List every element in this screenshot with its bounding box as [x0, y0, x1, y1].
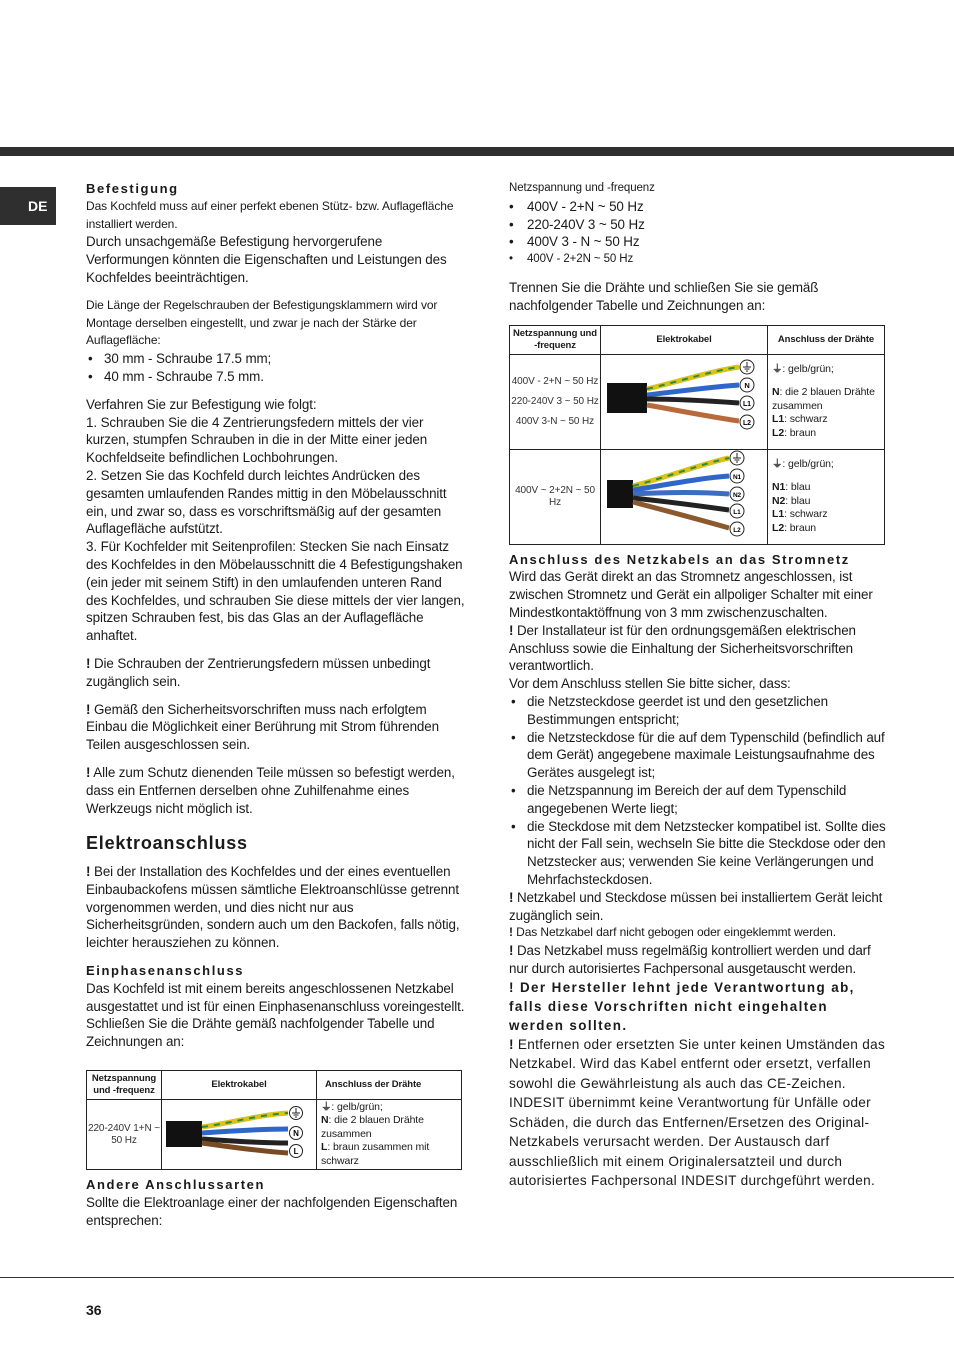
befestigung-text-3: Die Länge der Regelschrauben der Befestigungsklammern wird vor Montage derselben eingestellt, und zwar je nach der Stärke der Auflagefläche: [86, 297, 438, 348]
table-header: Anschluss der Drähte [317, 1071, 462, 1100]
connection-cell: ⏚: gelb/grün; N: die 2 blauen Drähte zusammen L1: schwarz L2: braun [768, 354, 885, 449]
cable-1phase-icon [162, 1103, 312, 1163]
connection-cell: ⏚: gelb/grün; N: die 2 blauen Drähte zusammen L: braun zusammen mit schwarz [317, 1100, 462, 1170]
befestigung-text-1: Das Kochfeld muss auf einer perfekt ebenen Stütz- bzw. Auflagefläche installiert werden. [86, 198, 454, 231]
befestigung-heading: Befestigung [86, 181, 179, 196]
warning-mark: ! [86, 655, 91, 671]
step-1: 1. Schrauben Sie die 4 Zentrierungsfedern mittels der vier kurzen, stumpfen Schrauben in die in der Mitte einer jeden Kochfeldseite befindlichen Lochbohrungen. [86, 414, 428, 466]
cable-drawing [601, 449, 768, 544]
language-tab: DE [0, 187, 56, 225]
connection-cell: ⏚: gelb/grün; N1: blau N2: blau L1: schwarz L2: braun [768, 449, 885, 544]
netz-label: Netzspannung und -frequenz [509, 182, 655, 194]
svg-text:L: L [293, 1146, 299, 1156]
list-item: • die Netzsteckdose geerdet ist und den gesetzlichen Bestimmungen entspricht; [509, 693, 887, 729]
screw-list [86, 350, 466, 386]
ground-icon: ⏚ [321, 1101, 332, 1114]
warning-mark: ! [86, 864, 91, 880]
vor-dem-text: Vor dem Anschluss stellen Sie bitte sicher, dass: [509, 676, 791, 692]
list-item: • die Steckdose mit dem Netzstecker kompatibel ist. Sollte dies nicht der Fall sein, wechseln Sie bitte die Steckdose oder den Netzstecker aus; verwenden Sie keine Verlängerungen und Mehrfachsteckdosen. [509, 818, 887, 889]
voltage-cell: 400V ~ 2+2N ~ 50 Hz [510, 449, 601, 544]
table-header: Elektrokabel [601, 325, 768, 354]
header-bar [0, 147, 954, 156]
warning-3: ! Alle zum Schutz dienenden Teile müssen so befestigt werden, dass ein Entfernen derselben ohne Zuhilfenahme eines Werkzeugs nicht möglich ist. [86, 764, 455, 816]
table-header: Elektrokabel [162, 1071, 317, 1100]
right-column [509, 180, 887, 1191]
step-3: 3. Für Kochfelder mit Seitenprofilen: Stecken Sie nach Einsatz des Kochfeldes in den Möbelausschnitt die 4 Befestigungshaken (ein jeder mit seinem Stift) in den umlaufenden unteren Rand des Kochfeldes, und schrauben Sie diese mittels der vier langen, spitzen Schrauben fest, bis das Glas an der Auflagefläche anhaftet. [86, 539, 465, 644]
table-header: Netzspannung und -frequenz [510, 325, 601, 354]
cable-2n-icon [601, 450, 763, 540]
list-item: • 40 mm - Schraube 7.5 mm. [86, 368, 466, 386]
cable-drawing [601, 354, 768, 449]
warning-e: ! Entfernen oder ersetzten Sie unter keinen Umständen das Netzkabel. Wird das Kabel entfernt oder ersetzt, verfallen sowohl die Gewährleistung als auch das CE-Zeichen. INDESIT übernimmt keine Verantwortung für Unfälle oder Schäden, die durch das Entfernen/Ersetzen des Original-Netzkabels verursacht werden. Der Austausch darf ausschließlich mit einem Originalersatzteil und durch autorisiertes Fachpersonal INDESIT durchgeführt werden. [509, 1036, 886, 1189]
voltage-cell: 220-240V 1+N ~ 50 Hz [87, 1100, 162, 1170]
step-2: 2. Setzen Sie das Kochfeld durch leichtes Andrücken des gesamten umlaufenden Randes mittig in den Möbelausschnitt ein, und zwar so, dass es vorschriftsmäßig auf der gesamten Auflagefläche aufstützt. [86, 467, 447, 537]
anschluss-text: Wird das Gerät direkt an das Stromnetz angeschlossen, ist zwischen Stromnetz und Gerät ein allpoliger Schalter mit einer Mindestkontaktöffnung von 3 mm zwischenzuschalten. [509, 569, 873, 620]
warning-c: ! Das Netzkabel muss regelmäßig kontrolliert werden und darf nur durch autorisiertes Fachpersonal ausgetauscht werden. [509, 943, 871, 976]
list-item: • die Netzsteckdose für die auf dem Typenschild (befindlich auf dem Gerät) angegebene maximale Leistungsaufnahme des Gerätes ausgelegt ist; [509, 729, 887, 782]
cable-3phase-icon [601, 355, 763, 445]
andere-text: Sollte die Elektroanlage einer der nachfolgenden Eigenschaften entsprechen: [86, 1194, 458, 1228]
footer-rule [0, 1277, 954, 1278]
list-item: • 220-240V 3 ~ 50 Hz [509, 216, 887, 234]
warning-d: ! Der Hersteller lehnt jede Verantwortung ab, falls diese Vorschriften nicht eingehalten werden sollten. [509, 979, 855, 1033]
warning-a: ! Netzkabel und Steckdose müssen bei installiertem Gerät leicht zugänglich sein. [509, 889, 883, 923]
warning-mark: ! [509, 622, 514, 638]
list-item: • 400V - 2+N ~ 50 Hz [509, 198, 887, 216]
left-column [86, 180, 466, 1229]
svg-text:L2: L2 [733, 526, 741, 534]
procedure-intro: Verfahren Sie zur Befestigung wie folgt: [86, 396, 317, 412]
svg-text:L1: L1 [733, 508, 741, 516]
page-number: 36 [86, 1302, 102, 1318]
trennen-text: Trennen Sie die Drähte und schließen Sie sie gemäß nachfolgender Tabelle und Zeichnungen an: [509, 279, 819, 313]
svg-text:N: N [293, 1128, 299, 1138]
warning-1: ! Die Schrauben der Zentrierungsfedern müssen unbedingt zugänglich sein. [86, 655, 431, 689]
installateur-warning: ! Der Installateur ist für den ordnungsgemäßen elektrischen Anschluss sowie die Einhaltung der Sicherheitsvorschriften verantwortlich. [509, 622, 856, 674]
netz-list [509, 198, 887, 269]
warning-mark: ! [86, 701, 91, 717]
cable-drawing [162, 1100, 317, 1170]
warning-b: ! Das Netzkabel darf nicht gebogen oder eingeklemmt werden. [509, 925, 836, 940]
table-header: Anschluss der Drähte [768, 325, 885, 354]
warning-mark: ! [509, 943, 514, 959]
anschluss-heading: Anschluss des Netzkabels an das Stromnetz [509, 551, 850, 567]
elektro-warning: ! Bei der Installation des Kochfeldes und der eines eventuellen Einbaubackofens müssen sämtliche Elektroanschlüsse getrennt vorgenommen werden, und dies nicht nur aus Sicherheitsgründen, sondern auch um den Backofen, falls nötig, leichter herausziehen zu können. [86, 864, 460, 951]
svg-text:N2: N2 [732, 491, 742, 499]
ground-icon: ⏚ [772, 363, 783, 376]
check-list [509, 693, 887, 889]
warning-mark: ! [86, 764, 91, 780]
befestigung-text-2: Durch unsachgemäße Befestigung hervorgerufene Verformungen könnten die Eigenschaften und Leistungen des Kochfeldes beeinträchtigen. [86, 234, 447, 285]
warning-2: ! Gemäß den Sicherheitsvorschriften muss nach erfolgtem Einbau die Möglichkeit einer Berührung mit Strom führenden Teilen ausgeschlossen sein. [86, 701, 439, 753]
einphasen-heading: Einphasenanschluss [86, 963, 245, 979]
svg-text:L1: L1 [743, 400, 751, 408]
einphasen-text: Das Kochfeld ist mit einem bereits angeschlossenen Netzkabel ausgestattet und ist für einen Einphasenanschluss voreingestellt. Schließen Sie die Drähte gemäß nachfolgender Tabelle und Zeichnungen an: [86, 980, 465, 1050]
warning-mark: ! [509, 925, 513, 940]
warning-mark: ! [509, 1036, 514, 1052]
elektro-heading: Elektroanschluss [86, 833, 248, 854]
voltage-cell: 400V - 2+N ~ 50 Hz 220-240V 3 ~ 50 Hz 400V 3-N ~ 50 Hz [510, 354, 601, 449]
list-item: • 30 mm - Schraube 17.5 mm; [86, 350, 466, 368]
list-item: • 400V 3 - N ~ 50 Hz [509, 233, 887, 251]
wiring-table-single-phase [86, 1070, 462, 1170]
ground-icon: ⏚ [772, 458, 783, 471]
table-header: Netzspannung und -frequenz [87, 1071, 162, 1100]
andere-heading: Andere Anschlussarten [86, 1177, 266, 1193]
svg-text:N1: N1 [732, 473, 742, 481]
warning-mark: ! [509, 889, 514, 905]
wiring-table-multi-phase [509, 325, 885, 545]
list-item: • 400V - 2+2N ~ 50 Hz [509, 251, 887, 269]
list-item: • die Netzspannung im Bereich der auf dem Typenschild angegebenen Werte liegt; [509, 782, 887, 818]
svg-text:L2: L2 [743, 419, 751, 427]
svg-text:N: N [744, 380, 750, 390]
warning-mark: ! [509, 979, 515, 995]
